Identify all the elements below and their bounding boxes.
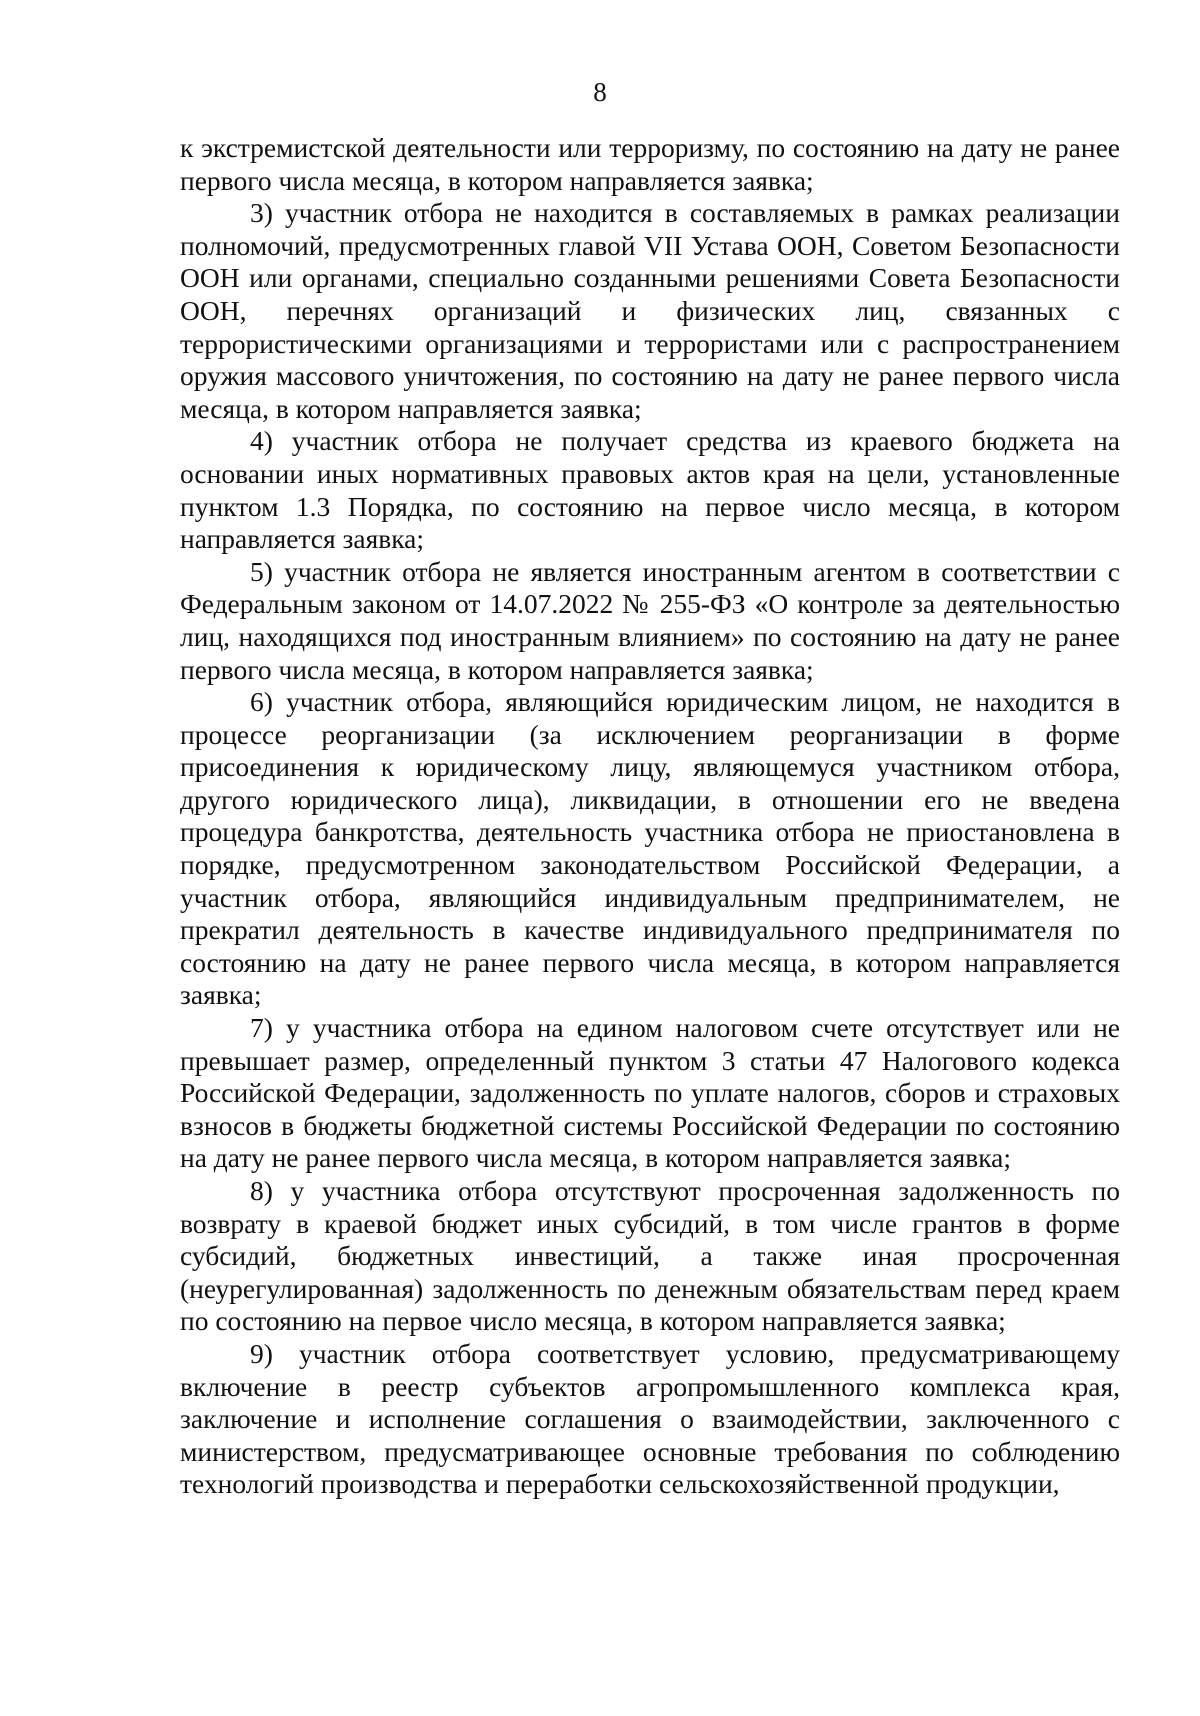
paragraph-item-6: 6) участник отбора, являющийся юридическим лицом, не находится в процессе реорганизации (за исключением реорганизации в форме присоединения к юридическому лицу, являющемуся участником отбора, другого юридического лица), ликвидации, в отношении его не введена процедура банкротства, деятельность участника отбора не приостановлена в порядке, предусмотренном законодательством Российской Федерации, а участник отбора, являющийся индивидуальным предпринимателем, не прекратил деятельность в качестве индивидуального предпринимателя по состоянию на дату не ранее первого числа месяца, в котором направляется заявка; [180,686,1120,1011]
document-body [180,132,1120,1501]
paragraph-continuation: к экстремистской деятельности или терроризму, по состоянию на дату не ранее первого числа месяца, в котором направляется заявка; [180,132,1120,196]
paragraph-item-5: 5) участник отбора не является иностранным агентом в соответствии с Федеральным законом от 14.07.2022 № 255-ФЗ «О контроле за деятельностью лиц, находящихся под иностранным влиянием» по состоянию на дату не ранее первого числа месяца, в котором направляется заявка; [180,555,1120,685]
paragraph-item-4: 4) участник отбора не получает средства из краевого бюджета на основании иных нормативных правовых актов края на цели, установленные пунктом 1.3 Порядка, по состоянию на первое число месяца, в котором направляется заявка; [180,425,1120,555]
paragraph-item-9: 9) участник отбора соответствует условию, предусматривающему включение в реестр субъектов агропромышленного комплекса края, заключение и исполнение соглашения о взаимодействии, заключенного с министерством, предусматривающее основные требования по соблюдению технологий производства и переработки сельскохозяйственной продукции, [180,1337,1120,1500]
paragraph-item-8: 8) у участника отбора отсутствуют просроченная задолженность по возврату в краевой бюджет иных субсидий, в том числе грантов в форме субсидий, бюджетных инвестиций, а также иная просроченная (неурегулированная) задолженность по денежным обязательствам перед краем по состоянию на первое число месяца, в котором направляется заявка; [180,1175,1120,1337]
paragraph-item-3: 3) участник отбора не находится в составляемых в рамках реализации полномочий, предусмотренных главой VII Устава ООН, Советом Безопасности ООН или органами, специально созданными решениями Совета Безопасности ООН, перечнях организаций и физических лиц, связанных с террористическими организациями и террористами или с распространением оружия массового уничтожения, по состоянию на дату не ранее первого числа месяца, в котором направляется заявка; [180,197,1120,424]
paragraph-item-7: 7) у участника отбора на едином налоговом счете отсутствует или не превышает размер, определенный пунктом 3 статьи 47 Налогового кодекса Российской Федерации, задолженность по уплате налогов, сборов и страховых взносов в бюджеты бюджетной системы Российской Федерации по состоянию на дату не ранее первого числа месяца, в котором направляется заявка; [180,1012,1120,1174]
page-number: 8 [593,77,607,107]
